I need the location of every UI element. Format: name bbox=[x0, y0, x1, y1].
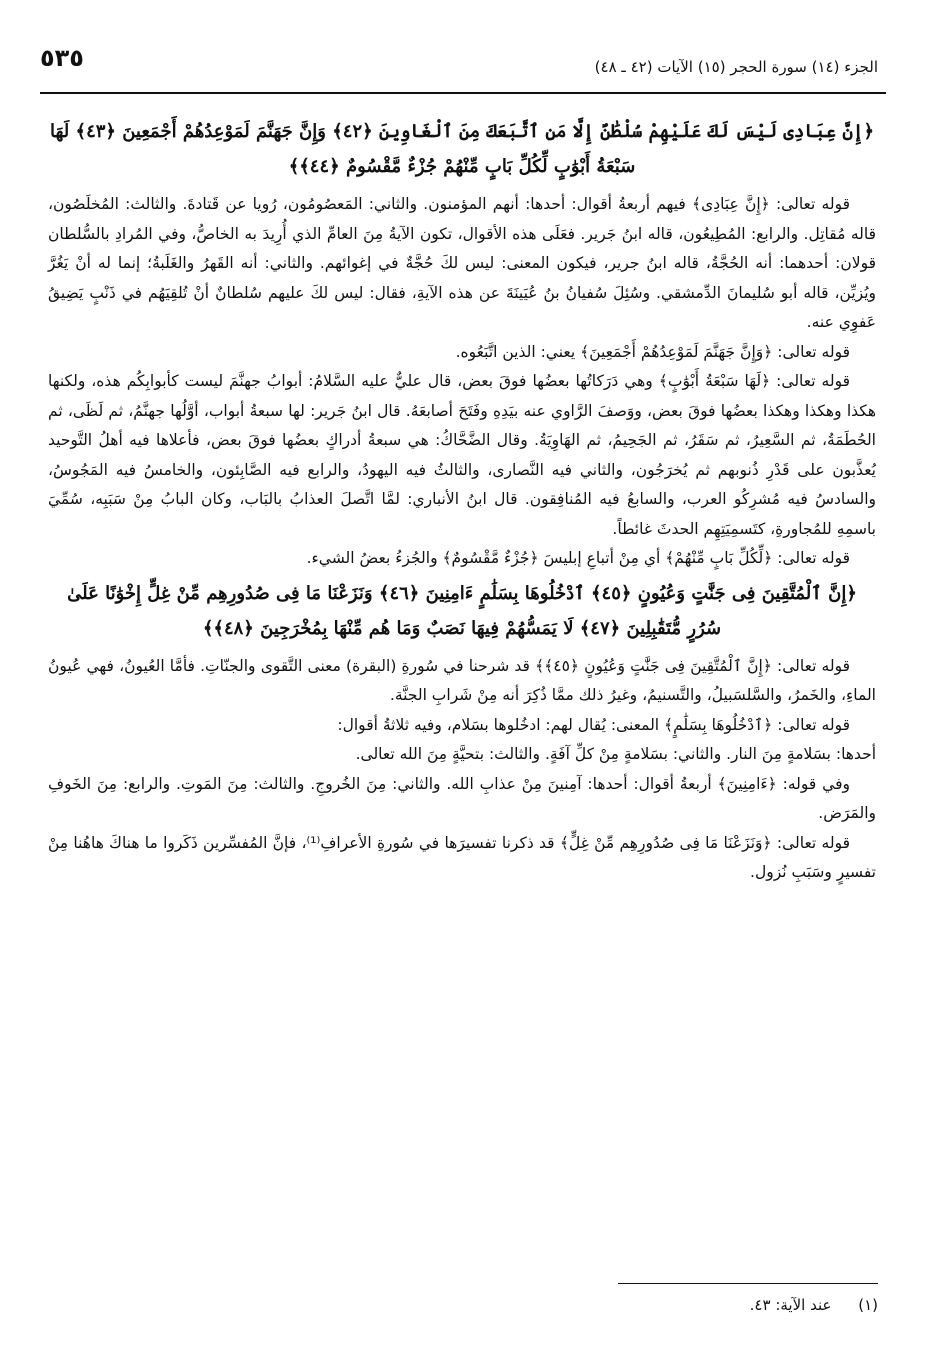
page-body bbox=[48, 112, 876, 888]
commentary-paragraph: قوله تعالى: ﴿وَإِنَّ جَهَنَّمَ لَمَوْعِدُهُمْ أَجْمَعِينَ﴾ يعني: الذين اتَّبَعُوه. bbox=[455, 342, 850, 361]
commentary-paragraph: أحدها: بسَلامةٍ مِنَ النار. والثاني: بسَلامةٍ مِنْ كلِّ آفَةٍ. والثالث: بتحيَّةٍ مِنَ الله تعالى. bbox=[355, 745, 876, 763]
commentary-paragraph: قوله تعالى: ﴿وَنَزَعْنَا مَا فِى صُدُورِهِم مِّنْ غِلٍّ﴾ قد ذكرنا تفسيرَها في سُورةِ الأعرافِ⁽¹⁾، فإنَّ المُفسِّرين ذَكَروا ما هناكَ هاهُنا مِنْ تفسيرٍ وسَبَبِ نُزول. bbox=[48, 833, 876, 881]
commentary-paragraph: قوله تعالى: ﴿لِّكُلِّ بَابٍ مِّنْهُمْ﴾ أي مِنْ أتباعِ إبليسَ ﴿جُزْءٌ مَّقْسُومٌ﴾ والجُزءُ بعضُ الشيء. bbox=[306, 549, 850, 567]
footnote bbox=[750, 1296, 878, 1314]
commentary-paragraph: قوله تعالى: ﴿لَهَا سَبْعَةُ أَبْوَٰبٍ﴾ وهي دَرَكاتُها بعضُها فوقَ بعض، قال عليٌّ عليه السَّلامُ: أبوابُ جهنَّمَ ليست كأبوابِكُم هذه، ولكنها هكذا وهكذا وهكذا بعضُها فوقَ بعض، ووَصفَ الرَّاوي عنه بيَدِهِ وفَتَحَ أصابعَهُ. قال ابنُ جَرير: لها سبعةُ أبواب، أوَّلُها جهنَّمُ، ثم لَظَى، ثم الحُطَمَةُ، ثم السَّعِيرُ، ثم سَقَرُ، ثم الجَحِيمُ، ثم الهَاوِيَةُ. وقال الضَّحَّاكُ: هي سبعةُ أدراكٍ بعضُها فوقَ بعض، فأعلاها فيه أهلُ التَّوحيد يُعذَّبون على قَدْرِ ذُنوبهم ثم يُخرَجُون، والثاني فيه النَّصارى، والثالثُ فيه اليهودُ، والرابع فيه الصَّابِئون، والخامسُ فيه المَجُوسُ، والسادسُ فيه مُشرِكُو العرب، والسابعُ فيه المُنافِقون. قال ابنُ الأنباري: لمَّا اتَّصلَ العذابُ بالبَاب، وكان البابُ مِنْ سَبَبِه، سُمِّيَ باسمِهِ للمُجاورةِ، كتَسمِيَتِهِم الحدثَ غائطاً. bbox=[48, 372, 876, 538]
quran-verse-block: ﴿إِنَّ ٱلْمُتَّقِينَ فِى جَنَّٰتٍ وَعُيُونٍ ﴿٤٥﴾ ٱدْخُلُوهَا بِسَلَٰمٍ ءَامِنِينَ ﴿٤٦﴾ وَنَزَعْنَا مَا فِى صُدُورِهِم مِّنْ غِلٍّ إِخْوَٰنًا عَلَىٰ سُرُرٍ مُّتَقَٰبِلِينَ ﴿٤٧﴾ لَا يَمَسُّهُمْ فِيهَا نَصَبٌ وَمَا هُم مِّنْهَا بِمُخْرَجِينَ ﴿٤٨﴾﴾ bbox=[67, 582, 857, 639]
commentary-paragraph: قوله تعالى: ﴿إِنَّ عِبَادِى﴾ فيهم أربعةُ أقوال: أحدها: أنهم المؤمنون. والثاني: المَعصُومُون، رُويا عن قَتادةَ. والثالث: المُخلَصُون، قاله مُقاتِل. والرابع: المُطِيعُون، قاله ابنُ جَرير. فعَلَى هذه الأقوال، تكون الآيةُ مِنَ العامِّ الذي أُرِيدَ به الخاصُّ، وفي المُرادِ بالسُّلطان قولان: أحدهما: أنه الحُجَّةُ، قاله ابنُ جرير، فيكون المعنى: ليس لكَ حُجَّةٌ في إغوائهم. والثاني: أنه القَهرُ والغَلَبةُ؛ إنما له أنْ يَغُرَّ ويُزيِّن، قاله أبو سُليمانَ الدِّمشقي. وسُئِلَ سُفيانُ بنُ عُيَينَةَ عن هذه الآيةِ، فقال: ليس لكَ عليهم سُلطانٌ أنْ تُلقِيَهُم في ذَنْبٍ يَضِيقُ عَفوِي عنه. bbox=[48, 195, 876, 331]
running-head: الجزء (١٤) سورة الحجر (١٥) الآيات (٤٢ ـ ٤٨) bbox=[594, 58, 878, 76]
footnote-marker: (١) bbox=[858, 1296, 878, 1314]
commentary-paragraph: قوله تعالى: ﴿إِنَّ ٱلْمُتَّقِينَ فِى جَنَّٰتٍ وَعُيُونٍ ﴿٤٥﴾﴾ قد شرحنا في سُورةِ (البقرة) معنى التَّقوى والجنّاتِ. فأمَّا العُيونُ، فهي عُيونُ الماءِ، والخَمرُ، والسَّلسَبيلُ، والتَّسنيمُ، وغيرُ ذلك ممَّا ذُكِرَ أنه مِنْ شَرابِ الجنَّة. bbox=[48, 656, 876, 704]
footnote-text: عند الآية: ٤٣. bbox=[749, 1296, 832, 1314]
footnote-divider bbox=[618, 1283, 878, 1284]
quran-verse-block: ﴿إِنَّ عِبَادِى لَيْسَ لَكَ عَلَيْهِمْ سُلْطَٰنٌ إِلَّا مَنِ ٱتَّبَعَكَ مِنَ ٱلْغَاوِينَ ﴿٤٢﴾ وَإِنَّ جَهَنَّمَ لَمَوْعِدُهُمْ أَجْمَعِينَ ﴿٤٣﴾ لَهَا سَبْعَةُ أَبْوَٰبٍ لِّكُلِّ بَابٍ مِّنْهُمْ جُزْءٌ مَّقْسُومٌ ﴿٤٤﴾﴾ bbox=[49, 121, 875, 177]
page-number: ٥٣٥ bbox=[40, 44, 84, 72]
header-divider bbox=[40, 92, 886, 94]
commentary-paragraph: وفي قوله: ﴿ءَامِنِينَ﴾ أربعةُ أقوال: أحدها: آمِنينَ مِنْ عذابِ الله. والثاني: مِنَ الخُروجِ. والثالث: مِنَ المَوتِ. والرابع: مِنَ الخَوفِ والمَرَض. bbox=[48, 774, 876, 822]
commentary-paragraph: قوله تعالى: ﴿ٱدْخُلُوهَا بِسَلَٰمٍ﴾ المعنى: يُقال لهم: ادخُلوها بسَلام، وفيه ثلاثةُ أقوال: bbox=[337, 715, 850, 734]
